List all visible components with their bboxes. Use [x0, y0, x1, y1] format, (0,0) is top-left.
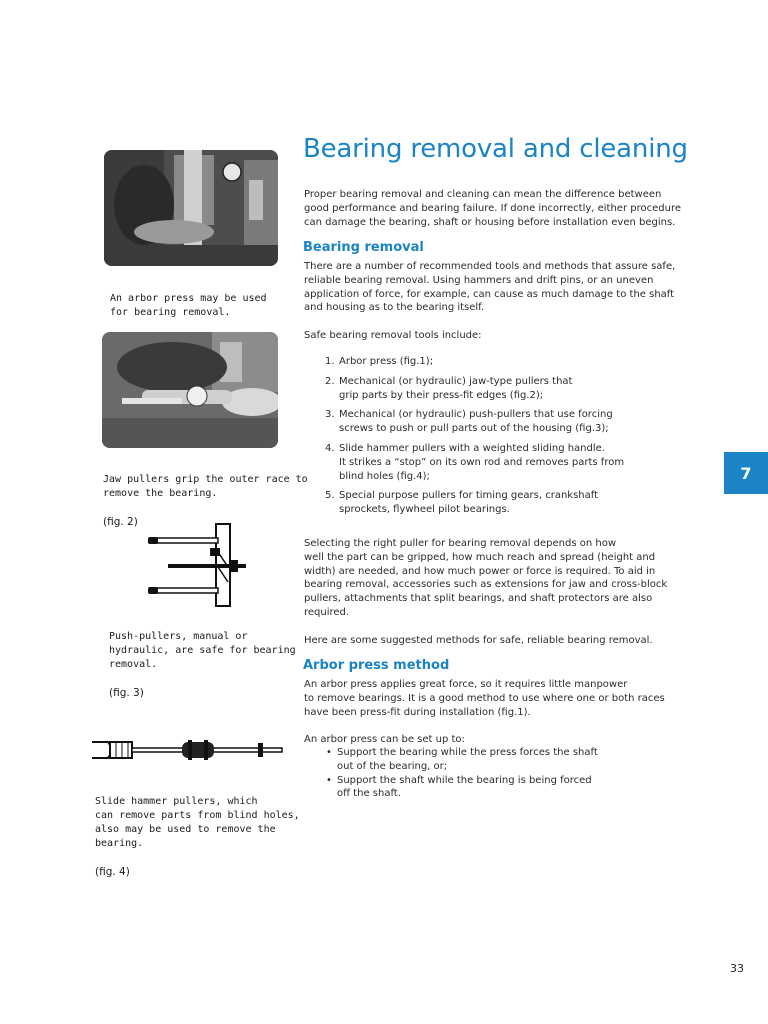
arbor-setup-list — [326, 746, 626, 801]
list-item: 3. Mechanical (or hydraulic) push-pullers that use forcing screws to push or pull parts out of the housing (fig.3); — [325, 409, 613, 435]
fig4-caption — [95, 781, 300, 880]
fig1-caption-text: An arbor press may be used for bearing removal. — [110, 293, 267, 318]
chapter-tab: 7 — [724, 452, 768, 494]
jaw-puller-photo — [102, 332, 278, 448]
fig2-caption — [103, 459, 308, 530]
bearing-removal-paragraph: There are a number of recommended tools and methods that assure safe, reliable bearing removal. Using hammers and drift pins, or an uneven application of force, for example, can cause as much damage to the shaft and housing as to the bearing itself. — [304, 261, 676, 314]
fig3-caption-text: Push-pullers, manual or hydraulic, are safe for bearing removal. — [109, 631, 296, 670]
intro-paragraph: Proper bearing removal and cleaning can mean the difference between good performance and bearing failure. If done incorrectly, either procedure can damage the bearing, shaft or housing before installation even begins. — [304, 189, 681, 228]
list-item: 5. Special purpose pullers for timing gears, crankshaft sprockets, flywheel pilot bearings. — [325, 490, 599, 516]
list-item: 1. Arbor press (fig.1); — [325, 356, 434, 367]
arbor-setup-intro: An arbor press can be set up to: — [304, 734, 465, 745]
push-puller-illustration — [148, 522, 248, 608]
slide-hammer-illustration — [90, 734, 284, 766]
section-heading-arbor-press: Arbor press method — [303, 658, 450, 673]
fig2-caption-text: Jaw pullers grip the outer race to remove the bearing. — [103, 474, 308, 499]
jaw-puller-illustration — [102, 332, 278, 448]
arbor-press-illustration — [104, 150, 278, 266]
fig3-label: (fig. 3) — [109, 687, 144, 699]
page-number: 33 — [730, 962, 744, 975]
removal-tools-list — [325, 355, 665, 523]
fig2-label: (fig. 2) — [103, 516, 138, 528]
tools-intro-paragraph: Safe bearing removal tools include: — [304, 330, 482, 341]
fig4-label: (fig. 4) — [95, 866, 130, 878]
list-item: • Support the bearing while the press forces the shaft out of the bearing, or; — [326, 746, 626, 774]
fig4-caption-text: Slide hammer pullers, which can remove parts from blind holes, also may be used to remove the bearing. — [95, 796, 300, 849]
list-item: 4. Slide hammer pullers with a weighted sliding handle. It strikes a “stop” on its own rod and removes parts from blind holes (fig.4); — [325, 442, 625, 482]
list-item: • Support the shaft while the bearing is being forced off the shaft. — [326, 774, 626, 802]
arbor-press-paragraph: An arbor press applies great force, so it requires little manpower to remove bearings. It is a good method to use where one or both races have been press-fit during installation (fig.1). — [304, 679, 665, 718]
list-item: 2. Mechanical (or hydraulic) jaw-type pullers that grip parts by their press-fit edges (fig.2); — [325, 375, 573, 401]
section-heading-bearing-removal: Bearing removal — [303, 240, 424, 255]
page-title: Bearing removal and cleaning — [303, 134, 688, 164]
fig3-caption — [109, 616, 296, 701]
arbor-press-photo — [104, 150, 278, 266]
puller-selection-paragraph: Selecting the right puller for bearing removal depends on how well the part can be gripped, how much reach and spread (height and width) are needed, and how much power or force is required. To aid in bearing removal, accessories such as extensions for jaw and cross-block pullers, attachments that split bearings, and shaft protectors are also required. — [304, 538, 668, 618]
suggested-methods-paragraph: Here are some suggested methods for safe, reliable bearing removal. — [304, 635, 653, 646]
